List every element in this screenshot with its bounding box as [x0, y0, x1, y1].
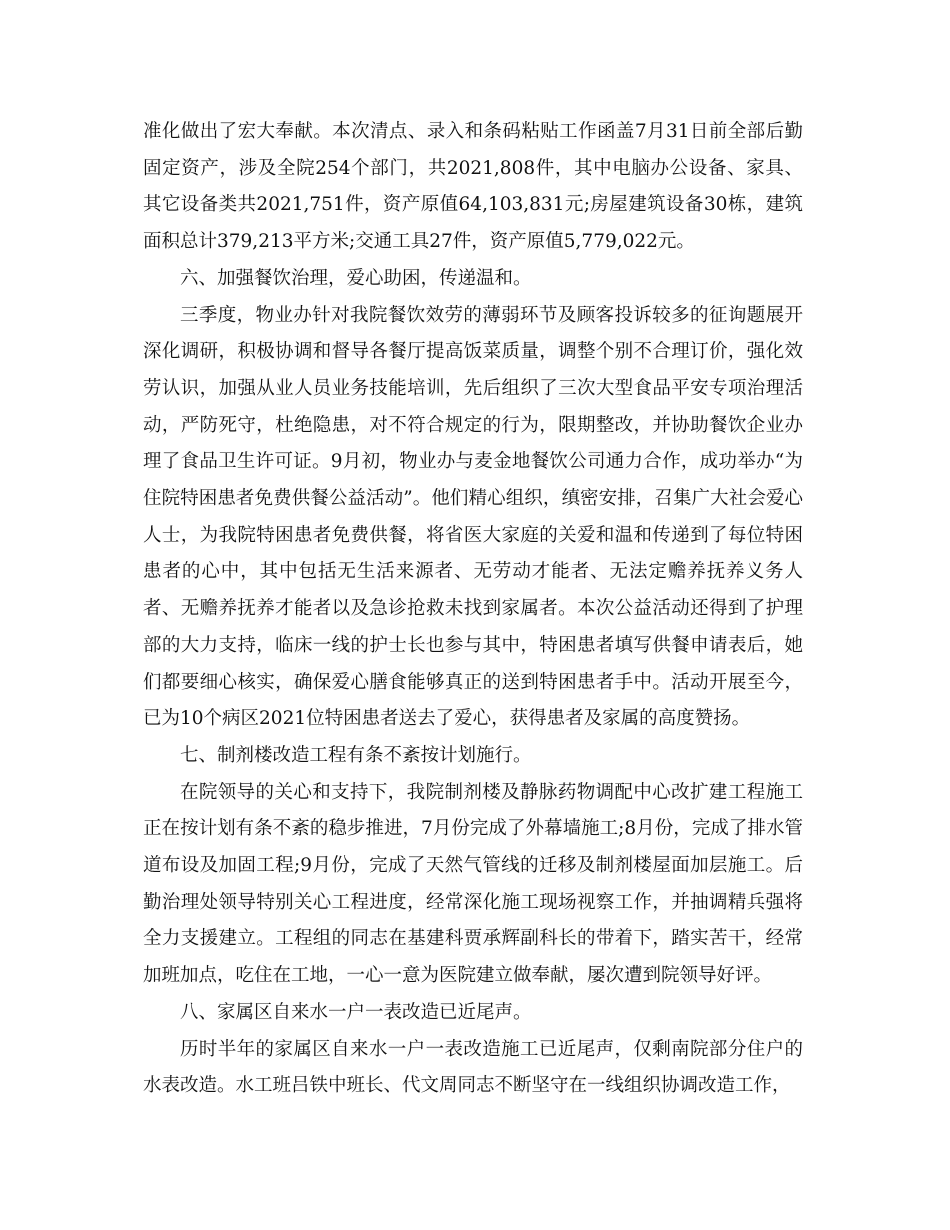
heading-pharmacy-building: 七、制剂楼改造工程有条不紊按计划施行。 — [180, 744, 532, 766]
heading-catering-management: 六、加强餐饮治理，爱心助困，传递温和。 — [180, 267, 532, 289]
paragraph-asset-inventory: 准化做出了宏大奉献。本次清点、录入和条码粘贴工作函盖7月31日前全部后勤固定资产，涉及全院254个部门，共2021,808件，其中电脑办公设备、家具、其它设备类共2021,751件，资产原值64,103,831元;房屋建筑设备30栋，建筑面积总计379,213平方米;交通工具27件，资产原值5,779,022元。 — [143, 121, 803, 253]
paragraph-water-meter: 历时半年的家属区自来水一户一表改造施工已近尾声，仅剩南院部分住户的水表改造。水工班吕铁中班长、代文周同志不断坚守在一线组织协调改造工作， — [143, 1038, 803, 1097]
paragraph-pharmacy-building: 在院领导的关心和支持下，我院制剂楼及静脉药物调配中心改扩建工程施工正在按计划有条不紊的稳步推进，7月份完成了外幕墙施工;8月份，完成了排水管道布设及加固工程;9月份，完成了天然气管线的迁移及制剂楼屋面加层施工。后勤治理处领导特别关心工程进度，经常深化施工现场视察工作，并抽调精兵强将全力支援建立。工程组的同志在基建科贾承辉副科长的带着下，踏实苦干，经常加班加点，吃住在工地，一心一意为医院建立做奉献，屡次遭到院领导好评。 — [143, 781, 803, 987]
heading-water-meter: 八、家属区自来水一户一表改造已近尾声。 — [180, 1001, 532, 1023]
document-body — [143, 114, 803, 1105]
paragraph-catering-management: 三季度，物业办针对我院餐饮效劳的薄弱环节及顾客投诉较多的征询题展开深化调研，积极协调和督导各餐厅提高饭菜质量，调整个别不合理订价，强化效劳认识，加强从业人员业务技能培训，先后组织了三次大型食品平安专项治理活动，严防死守，杜绝隐患，对不符合规定的行为，限期整改，并协助餐饮企业办理了食品卫生许可证。9月初，物业办与麦金地餐饮公司通力合作，成功举办“为住院特困患者免费供餐公益活动”。他们精心组织，缜密安排，召集广大社会爱心人士，为我院特困患者免费供餐，将省医大家庭的关爱和温和传递到了每位特困患者的心中，其中包括无生活来源者、无劳动才能者、无法定赡养抚养义务人者、无赡养抚养才能者以及急诊抢救未找到家属者。本次公益活动还得到了护理部的大力支持，临床一线的护士长也参与其中，特困患者填写供餐申请表后，她们都要细心核实，确保爱心膳食能够真正的送到特困患者手中。活动开展至今，已为10个病区2021位特困患者送去了爱心，获得患者及家属的高度赞扬。 — [143, 304, 803, 730]
